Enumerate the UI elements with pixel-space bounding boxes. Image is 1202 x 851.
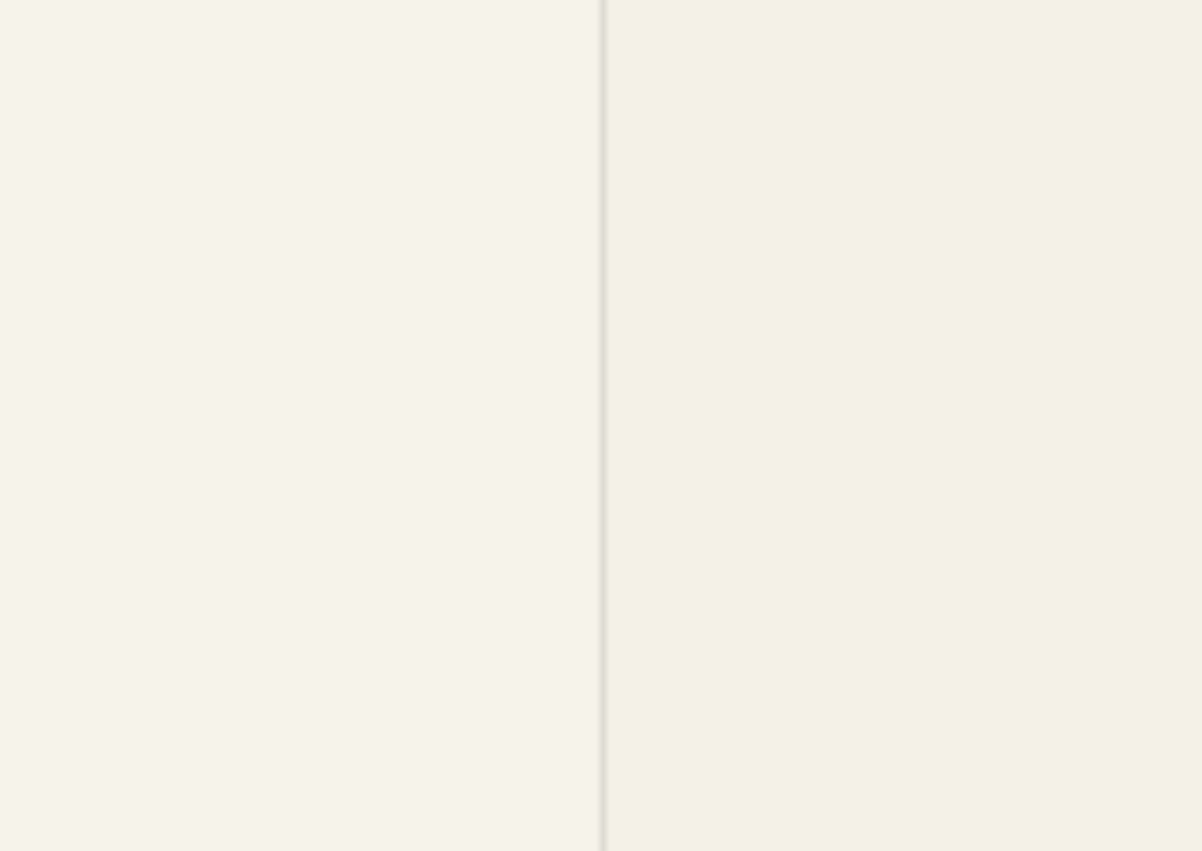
- right-page: [603, 0, 1202, 851]
- book-gutter: [596, 0, 610, 851]
